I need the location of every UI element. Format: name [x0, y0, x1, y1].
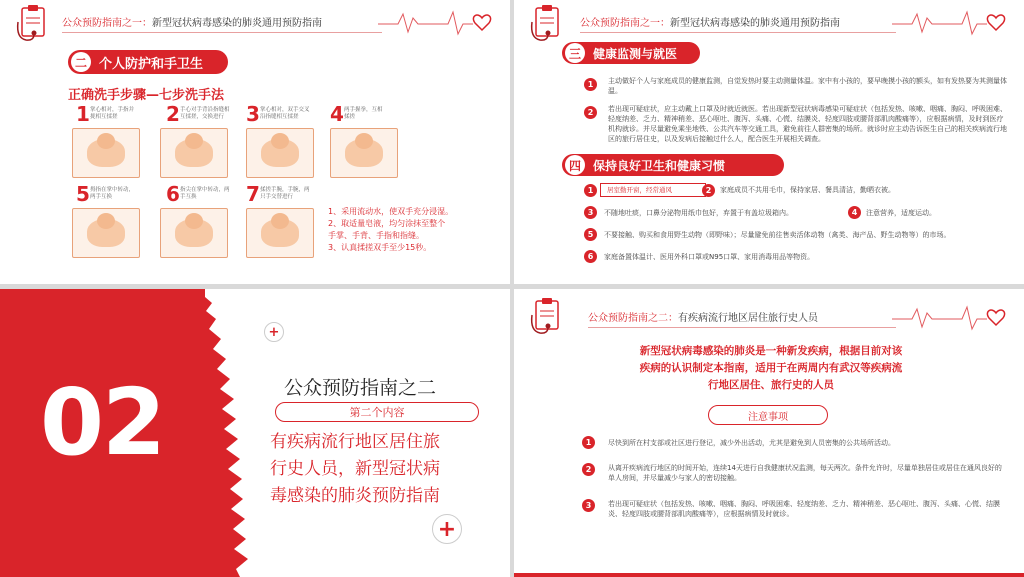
plus-icon: +: [432, 514, 462, 544]
desc-line: 毒感染的肺炎预防指南: [270, 486, 440, 506]
hand-illustration-7: [246, 208, 314, 258]
header-prefix: 公众预防指南之一：: [62, 18, 152, 29]
header-divider: [580, 32, 896, 33]
hand-illustration-2: [160, 128, 228, 178]
hand-illustration-5: [72, 208, 140, 258]
desc-line: 有疾病流行地区居住旅: [270, 432, 440, 452]
slide-travel-history[interactable]: [514, 289, 1024, 577]
item-number-badge: 1: [584, 184, 597, 197]
clipboard-stethoscope-icon: [526, 297, 566, 337]
slide-section-02[interactable]: [0, 289, 510, 577]
section-number-large: 02: [40, 369, 165, 476]
wash-note-1: 1、采用流动水，使双手充分浸湿。: [328, 207, 454, 216]
bottom-bar: [514, 573, 1024, 577]
hand-illustration-6: [160, 208, 228, 258]
hand-illustration-4: [330, 128, 398, 178]
item-number-badge: 5: [584, 228, 597, 241]
section-heading-3: [562, 42, 700, 64]
health-item-2: 若出现可疑症状，应主动戴上口罩及时就近就医。若出现新型冠状病毒感染可疑症状（包括发热、咳嗽、咽痛、胸闷、呼吸困难、轻度纳差、乏力、精神稍差、恶心呕吐、腹泻、头痛、心慌、结膜炎、轻度四肢或腰背部肌肉酸痛等），应根据病情，及时到医疗机构就诊。并尽量避免乘坐地铁、公共汽车等交通工具，避免前往人群密集的场所。就诊时应主动告诉医生自己的相关疾病流行地区的旅行居住史，以及发病后接触过什么人，配合医生开展相关调查。: [608, 105, 1007, 143]
step-number: 6: [166, 182, 180, 206]
intro-text: [576, 343, 966, 394]
heartbeat-heart-icon: [378, 8, 500, 36]
section-tag: 第二个内容: [275, 402, 479, 422]
plus-icon: +: [264, 322, 284, 342]
wash-note-4: 3、认真揉搓双手至少15秒。: [328, 243, 432, 252]
seven-step-title: 正确洗手步骤—七步洗手法: [68, 88, 225, 103]
step-number: 7: [246, 182, 260, 206]
step-number: 1: [76, 102, 90, 126]
header-divider: [62, 32, 382, 33]
item-number-badge: 1: [584, 78, 597, 91]
section-title: 健康监测与就医: [593, 46, 678, 61]
step-text: 掌心相对，手指并拢相互揉搓: [90, 107, 135, 120]
step-text: 两手握拳，互相揉搓: [344, 107, 383, 120]
hand-illustration-3: [246, 128, 314, 178]
item-number-badge: 3: [582, 499, 595, 512]
section-number: 四: [565, 155, 585, 175]
step-number: 4: [330, 102, 344, 126]
slide-header: [62, 14, 322, 29]
item-number-badge: 6: [584, 250, 597, 263]
step-number: 5: [76, 182, 90, 206]
slide-health-habits[interactable]: [514, 0, 1024, 284]
habit-item-5: 不要接触、购买和食用野生动物（即野味）；尽量避免前往售卖活体动物（禽类、海产品、野生动物等）的市场。: [604, 231, 951, 239]
clipboard-stethoscope-icon: [12, 4, 52, 44]
desc-line: 行史人员，新型冠状病: [270, 459, 440, 479]
item-number-badge: 2: [702, 184, 715, 197]
step-text: 手心对手背沿指缝相互揉搓，交换进行: [180, 107, 230, 120]
habit-item-3: 不随地吐痰，口鼻分泌物用纸巾包好，弃置于有盖垃圾箱内。: [604, 209, 793, 217]
habit-item-2: 家庭成员不共用毛巾，保持家居、餐具清洁，勤晒衣被。: [720, 186, 895, 194]
intro-line: 行地区居住、旅行史的人员: [708, 379, 834, 391]
header-prefix: 公众预防指南之二：: [588, 313, 678, 324]
header-rest: 新型冠状病毒感染的肺炎通用预防指南: [670, 18, 840, 29]
notice-tag: 注意事项: [708, 405, 828, 425]
header-rest: 有疾病流行地区居住旅行史人员: [678, 313, 818, 324]
slide-header: [580, 14, 840, 29]
section-heading-4: [562, 154, 784, 176]
notice-item-2: 从离开疾病流行地区的时间开始，连续14天进行自我健康状况监测，每天两次。条件允许时，尽量单独居住或居住在通风良好的单人房间，并尽量减少与家人的密切接触。: [608, 464, 1002, 482]
step-text: 掌心相对，双手交叉沿指缝相互揉搓: [260, 107, 310, 120]
header-divider: [588, 327, 896, 328]
header-rest: 新型冠状病毒感染的肺炎通用预防指南: [152, 18, 322, 29]
section-title: 保持良好卫生和健康习惯: [593, 158, 726, 173]
heartbeat-heart-icon: [892, 303, 1014, 331]
habit-item-6: 家庭备置体温计、医用外科口罩或N95口罩、家用消毒用品等物资。: [604, 253, 815, 261]
section-title: 个人防护和手卫生: [99, 56, 204, 72]
item-number-badge: 4: [848, 206, 861, 219]
heartbeat-heart-icon: [892, 8, 1014, 36]
item-number-badge: 2: [584, 106, 597, 119]
item-number-badge: 3: [584, 206, 597, 219]
clipboard-stethoscope-icon: [526, 4, 566, 44]
notice-item-3: 若出现可疑症状（包括发热、咳嗽、咽痛、胸闷、呼吸困难、轻度纳差、乏力、精神稍差、恶心呕吐、腹泻、头痛、心慌、结膜炎、轻度四肢或腰背部肌肉酸痛等），应根据病情及时就诊。: [608, 500, 1000, 518]
intro-line: 疾病的认识制定本指南，适用于在两周内有武汉等疾病流: [639, 362, 903, 374]
section-heading-2: [68, 50, 228, 74]
habit-item-1: 居室勤开窗，经常通风: [600, 183, 706, 197]
hand-illustration-1: [72, 128, 140, 178]
habit-item-4: 注意营养，适度运动。: [866, 209, 936, 217]
health-item-1: 主动做好个人与家庭成员的健康监测，自觉发热时要主动测量体温。家中有小孩的，要早晚摸小孩的额头，如有发热要为其测量体温。: [608, 77, 1007, 95]
step-number: 3: [246, 102, 260, 126]
step-number: 2: [166, 102, 180, 126]
section-number: 二: [71, 52, 91, 72]
wash-note-3: 手掌、手背、手指和指缝。: [328, 231, 424, 240]
step-text: 指尖在掌中转动，两手互换: [180, 187, 230, 200]
section-title: 公众预防指南之二: [284, 377, 437, 399]
slide-hand-hygiene[interactable]: [0, 0, 510, 284]
slide-header: [588, 309, 818, 324]
wash-note-2: 2、取适量皂液，均匀涂抹至整个: [328, 219, 446, 228]
section-description: [270, 429, 440, 510]
step-text: 揉搓手腕，手腕，两只手交替进行: [260, 187, 310, 200]
item-number-badge: 2: [582, 463, 595, 476]
header-prefix: 公众预防指南之一：: [580, 18, 670, 29]
section-number: 三: [565, 43, 585, 63]
intro-line: 新型冠状病毒感染的肺炎是一种新发疾病，根据目前对该: [639, 345, 903, 357]
item-number-badge: 1: [582, 436, 595, 449]
step-text: 拇指在掌中转动，两手互换: [90, 187, 135, 200]
notice-item-1: 尽快到所在村支部或社区进行登记，减少外出活动，尤其是避免到人员密集的公共场所活动。: [608, 439, 895, 447]
